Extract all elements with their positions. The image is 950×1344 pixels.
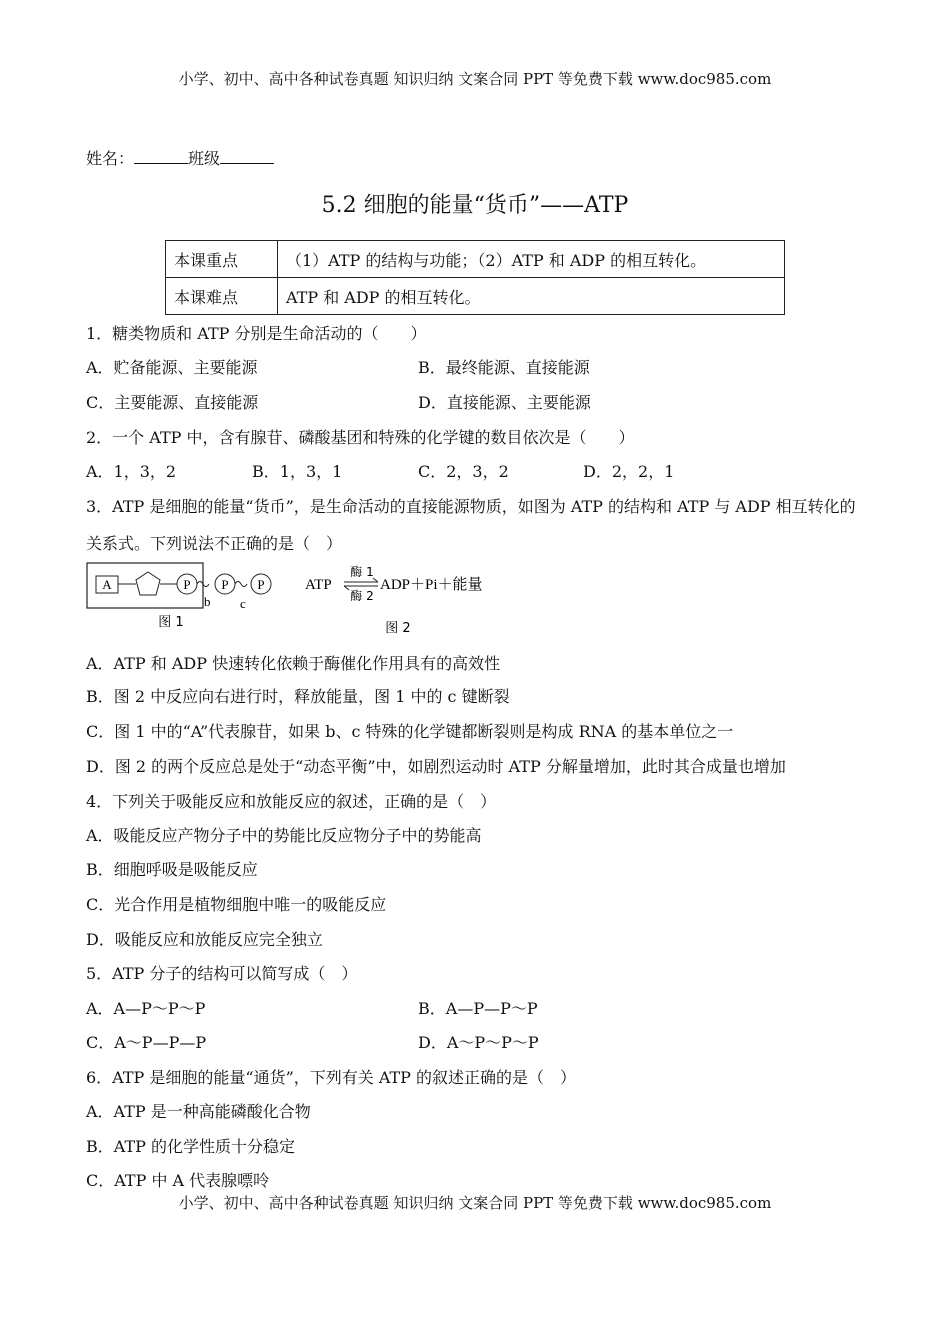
phosphate-label: P [221,577,229,592]
q6-option-a: A．ATP 是一种高能磷酸化合物 [86,1102,311,1121]
phosphate-label: P [183,577,191,592]
key-points-table [165,240,785,315]
q6-option-c: C．ATP 中 A 代表腺嘌呤 [86,1171,270,1190]
forward-arrowhead-icon [373,578,378,582]
atp-figure [86,562,506,640]
enzyme-2-label: 酶 2 [350,589,374,603]
class-blank[interactable] [220,149,274,164]
class-label: 班级 [188,149,221,168]
bond-b-label: b [204,594,211,609]
q2-option-c: C．2，3，2 [418,462,509,481]
q5-option-a: A．A—P～P～P [86,999,206,1018]
key-cell: 本课难点 [166,278,278,315]
q1-option-b: B．最终能源、直接能源 [418,358,590,377]
q6-option-b: B．ATP 的化学性质十分稳定 [86,1137,295,1156]
q2-option-b: B．1，3，1 [252,462,343,481]
q1-option-a: A．贮备能源、主要能源 [86,358,258,377]
phosphate-label: P [257,577,265,592]
reverse-arrowhead-icon [344,586,349,590]
name-blank[interactable] [134,149,188,164]
q4-option-d: D．吸能反应和放能反应完全独立 [86,930,323,949]
table-row [166,278,785,315]
q4-option-b: B．细胞呼吸是吸能反应 [86,860,258,879]
q3-stem-line2: 关系式。下列说法不正确的是（ ） [86,534,343,553]
q4-option-a: A．吸能反应产物分子中的势能比反应物分子中的势能高 [86,826,482,845]
page-header: 小学、初中、高中各种试卷真题 知识归纳 文案合同 PPT 等免费下载 www.doc985.com [178,70,772,88]
name-label: 姓名： [86,149,135,168]
q3-option-b: B．图 2 中反应向右进行时，释放能量，图 1 中的 c 键断裂 [86,687,510,706]
figure-2 [305,564,483,636]
value-cell: ATP 和 ADP 的相互转化。 [278,278,785,315]
page-title: 5.2 细胞的能量“货币”——ATP [321,193,629,218]
adenine-label: A [102,577,112,592]
ribose-pentagon-icon [136,572,160,595]
q5-option-d: D．A～P～P～P [418,1033,539,1052]
key-cell: 本课重点 [166,241,278,278]
page-footer: 小学、初中、高中各种试卷真题 知识归纳 文案合同 PPT 等免费下载 www.doc985.com [178,1194,772,1212]
q3-option-a: A．ATP 和 ADP 快速转化依赖于酶催化作用具有的高效性 [86,654,501,673]
q2-option-d: D．2，2，1 [583,462,675,481]
q1-stem: 1．糖类物质和 ATP 分别是生命活动的（ ） [86,324,427,343]
q1-option-d: D．直接能源、主要能源 [418,393,591,412]
q1-option-c: C．主要能源、直接能源 [86,393,259,412]
q4-option-c: C．光合作用是植物细胞中唯一的吸能反应 [86,895,387,914]
figure-1 [87,563,271,630]
q2-stem: 2．一个 ATP 中，含有腺苷、磷酸基团和特殊的化学键的数目依次是（ ） [86,428,635,447]
q3-stem-line1: 3．ATP 是细胞的能量“货币”，是生命活动的直接能源物质，如图为 ATP 的结构和 ATP 与 ADP 相互转化的 [86,497,856,516]
enzyme-1-label: 酶 1 [350,565,374,579]
equation-left: ATP [305,577,332,593]
q5-option-c: C．A～P—P—P [86,1033,207,1052]
figure-1-caption: 图 1 [158,615,184,630]
value-cell: （1）ATP 的结构与功能；（2）ATP 和 ADP 的相互转化。 [278,241,785,278]
figure-2-caption: 图 2 [385,621,411,636]
q3-option-d: D．图 2 的两个反应总是处于“动态平衡”中，如剧烈运动时 ATP 分解量增加，此时其合成量也增加 [86,757,786,776]
bond-c-label: c [240,596,246,611]
q5-option-b: B．A—P—P～P [418,999,538,1018]
q4-stem: 4．下列关于吸能反应和放能反应的叙述，正确的是（ ） [86,792,497,811]
q3-option-c: C．图 1 中的“A”代表腺苷，如果 b、c 特殊的化学键都断裂则是构成 RNA 的基本单位之一 [86,722,734,741]
table-row [166,241,785,278]
q5-stem: 5．ATP 分子的结构可以简写成（ ） [86,964,358,983]
q6-stem: 6．ATP 是细胞的能量“通货”，下列有关 ATP 的叙述正确的是（ ） [86,1068,577,1087]
name-row [86,146,274,169]
high-energy-bond-c [235,582,247,587]
equation-right: ADP＋Pi＋能量 [380,577,483,593]
q2-option-a: A．1，3，2 [86,462,177,481]
